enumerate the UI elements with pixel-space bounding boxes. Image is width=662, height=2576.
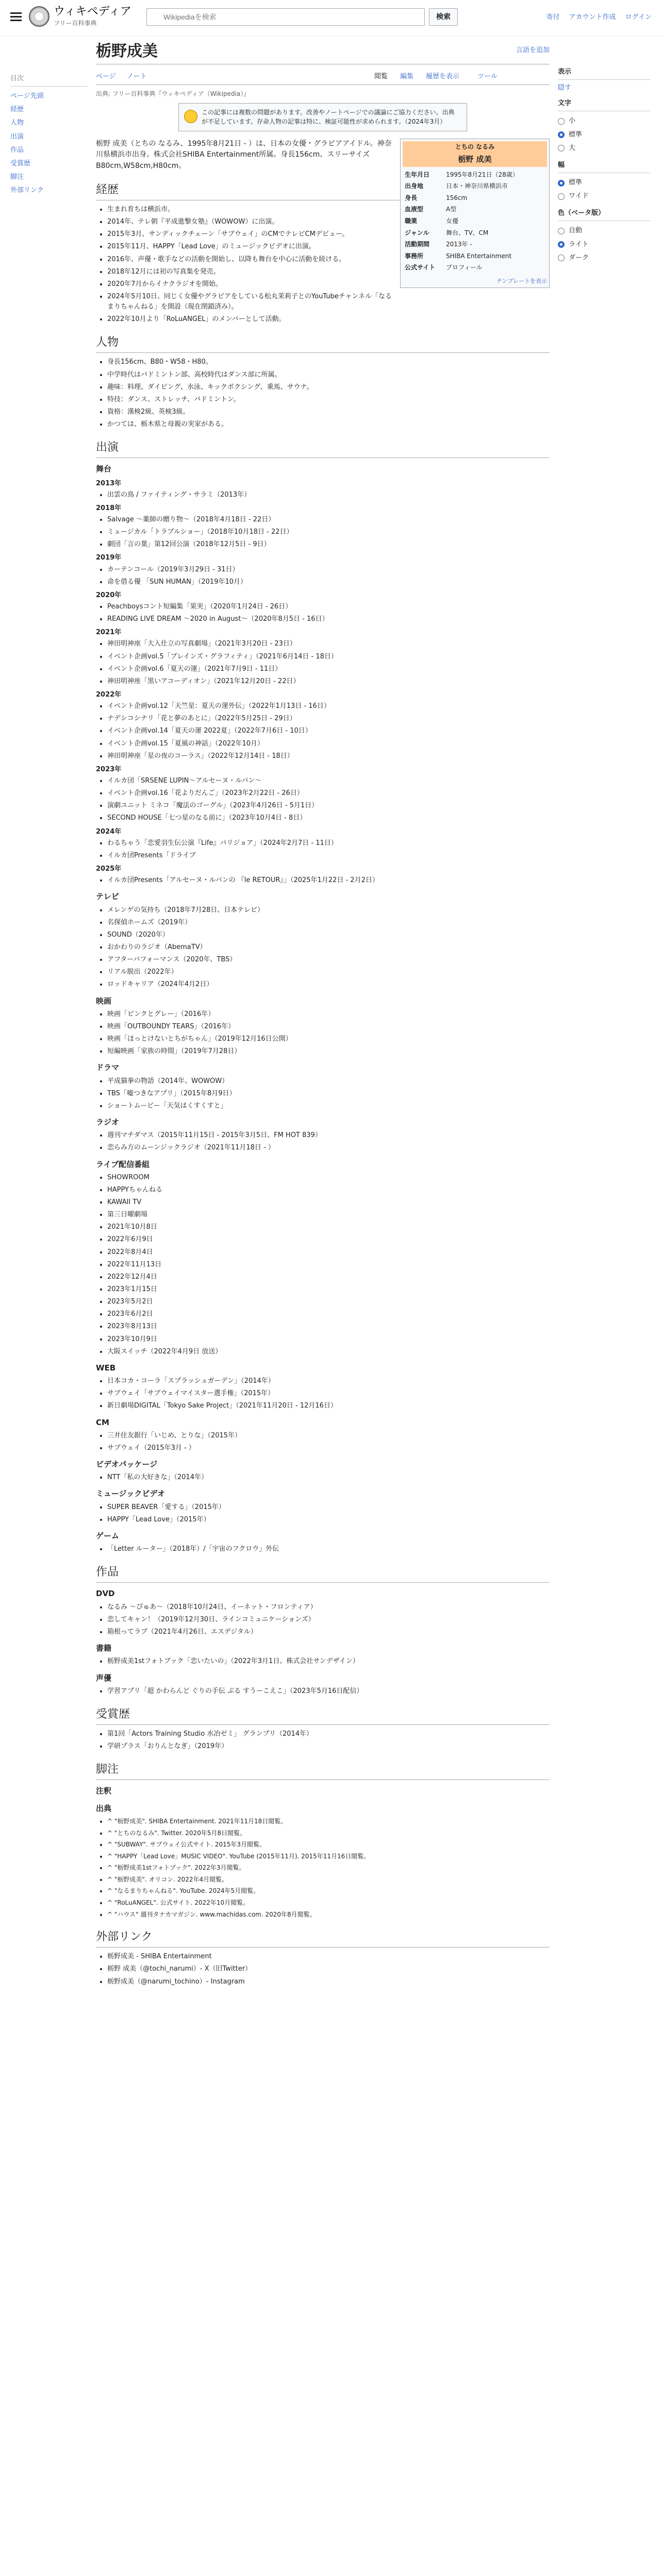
section-heading xyxy=(96,1642,550,1654)
bullet-list xyxy=(96,1376,550,1411)
section-heading xyxy=(96,1417,550,1429)
tab-edit[interactable]: 編集 xyxy=(400,73,414,80)
list-item: • 2018年12月には初の写真集を発売。 xyxy=(107,267,550,277)
section-heading xyxy=(96,463,550,475)
tab-talk[interactable]: ノート xyxy=(127,73,147,80)
text-option[interactable] xyxy=(558,142,651,155)
list-item: • READING LIVE DREAM ～2020 in August～（2020年8月5日 - 16日） xyxy=(107,614,550,624)
section-heading xyxy=(96,1159,550,1171)
section-title: ラジオ xyxy=(96,1117,120,1127)
list-item: • イベント企画vol.6「夏天の運」（2021年7月9日 - 11日） xyxy=(107,664,550,674)
list-item: • Salvage ～薬師の贈り物～（2018年4月18日 - 22日） xyxy=(107,515,550,525)
infobox-table xyxy=(403,169,547,274)
list-item: • 2015年11月、HAPPY「Lead Love」のミュージックビデオに出演。 xyxy=(107,242,550,252)
infobox-row xyxy=(403,239,547,250)
bullet-list xyxy=(96,1952,550,1987)
list-item: • 身長156cm、B80・W58・H80。 xyxy=(107,357,550,367)
year-heading: 2021年 xyxy=(96,629,122,637)
list-item: • SECOND HOUSE「七つ星のなる前に」（2023年10月4日 - 8日） xyxy=(107,813,550,823)
list-item: • 2022年6月9日 xyxy=(107,1234,550,1245)
section-title: ドラマ xyxy=(96,1063,120,1073)
option-label: 小 xyxy=(569,117,576,125)
year-heading: 2013年 xyxy=(96,479,122,487)
list-item: • 大阪スイッチ（2022年4月9日 放送） xyxy=(107,1347,550,1357)
brand-name: ウィキペディア xyxy=(54,5,131,18)
radio-icon[interactable] xyxy=(558,228,565,234)
list-item: • かつては、栃木県と母親の実家がある。 xyxy=(107,419,550,430)
infobox-value: 2013年 - xyxy=(446,241,472,248)
list-item: • 特技：ダンス、ストレッチ、バドミントン。 xyxy=(107,395,550,405)
infobox-row xyxy=(403,204,547,215)
list-item: • 2022年8月4日 xyxy=(107,1247,550,1258)
infobox-value: A型 xyxy=(446,206,457,213)
list-item: • 恋らみ方のムーンジックラジオ（2021年11月18日 - ） xyxy=(107,1143,550,1153)
maintenance-notice xyxy=(178,103,467,131)
list-item: • ^ "栃野成美1stフォトブック". 2022年3月閲覧。 xyxy=(107,1863,550,1873)
radio-icon[interactable] xyxy=(558,118,565,125)
option-label: ライト xyxy=(569,240,589,248)
list-item: • 資格：漢検2級、英検3級。 xyxy=(107,407,550,417)
list-item: • イベント企画vol.12「天竺星：夏天の運外伝」（2022年1月13日 - 16日） xyxy=(107,701,550,711)
section-title: 舞台 xyxy=(96,464,112,474)
option-label: 標準 xyxy=(569,178,583,187)
list-item: • 演劇ユニット ミネコ「魔法のゴーグル」（2023年4月26日 - 5月1日） xyxy=(107,801,550,811)
section-title: 声優 xyxy=(96,1673,112,1683)
list-item: • 2020年7月からイナクラジオを開始。 xyxy=(107,279,550,290)
list-item: • イルカ団Presents「ドライブ xyxy=(107,851,550,861)
notice-text: この記事には複数の問題があります。改善やノートページでの議論にご協力ください。出典が不足しています。存命人物の記事は特に、検証可能性が求められます。（2024年3月） xyxy=(202,108,455,126)
text-option[interactable] xyxy=(558,128,651,142)
infobox-value: 舞台、TV、CM xyxy=(446,229,489,236)
section-heading xyxy=(96,1362,550,1374)
infobox-value: 女優 xyxy=(446,217,459,225)
infobox-key: 公式サイト xyxy=(405,264,436,272)
section-title: 書籍 xyxy=(96,1643,112,1653)
year-heading: 2024年 xyxy=(96,827,122,836)
list-item: • 神田明神座「星の夜のコーラス」（2022年12月14日 - 18日） xyxy=(107,751,550,761)
list-item: • 命を借る優 「SUN HUMAN」（2019年10月） xyxy=(107,577,550,587)
tab-read[interactable]: 閲覧 xyxy=(374,73,388,80)
language-button[interactable]: 言語を追加 xyxy=(516,46,550,54)
list-item: • 2015年3月、サンディックチェーン「サブウェイ」のCMでテレビCMデビュー。 xyxy=(107,229,550,240)
list-item: • サブウェイ「サブウェイマイスター選手権」（2015年） xyxy=(107,1388,550,1399)
list-item: • 平成猫拳の物語（2014年、WOWOW） xyxy=(107,1076,550,1087)
main-menu-icon[interactable] xyxy=(10,12,22,22)
infobox-key: 生年月日 xyxy=(405,171,430,178)
list-item: • 第三日曜劇場 xyxy=(107,1210,550,1220)
bullet-list xyxy=(96,1009,550,1057)
section-heading xyxy=(96,995,550,1007)
list-item: • ^ "SUBWAY". サブウェイ公式サイト. 2015年3月閲覧。 xyxy=(107,1840,550,1850)
list-item: • 生まれ育ちは横浜市。 xyxy=(107,205,550,215)
option-label: ダーク xyxy=(569,253,589,262)
infobox xyxy=(400,139,550,288)
list-item: • NTT「私の大好きな」（2014年） xyxy=(107,1472,550,1483)
list-item: • ^ "栃野成美". SHIBA Entertainment. 2021年11月18日閲覧。 xyxy=(107,1817,550,1826)
list-item: • 日本コカ・コーラ「スプラッシュガーデン」（2014年） xyxy=(107,1376,550,1386)
infobox-kana: とちの なるみ xyxy=(403,141,547,153)
bullet-list xyxy=(96,1472,550,1483)
tab-history[interactable]: 履歴を表示 xyxy=(426,73,460,80)
list-item: • SHOWROOM xyxy=(107,1173,550,1183)
list-item: • アフターパフォーマンス（2020年、TBS） xyxy=(107,955,550,965)
section-title: 作品 xyxy=(96,1566,119,1579)
section-heading xyxy=(96,1588,550,1600)
list-item: • イベント企画vol.14「夏天の運 2022夏」（2022年7月6日 - 10日） xyxy=(107,726,550,736)
infobox-key: ジャンル xyxy=(405,229,429,236)
list-item: • 恋してキャン！（2019年12月30日、ラインコミュニケーションズ） xyxy=(107,1615,550,1625)
radio-icon[interactable] xyxy=(558,180,565,187)
list-item: • 神田明神座「大入仕立の写真劇場」（2021年3月20日 - 23日） xyxy=(107,639,550,649)
section-heading xyxy=(96,891,550,903)
list-item: • 中学時代はバドミントン部、高校時代はダンス部に所属。 xyxy=(107,370,550,380)
radio-icon[interactable] xyxy=(558,241,565,248)
list-item: • 週刊マチダマス（2015年11月15日 - 2015年3月5日、FM HOT 839） xyxy=(107,1130,550,1141)
year-heading: 2025年 xyxy=(96,865,122,873)
toc-item[interactable]: 人物 xyxy=(10,119,24,127)
list-item: • わるちゃう「恋愛羽生伝公演『Life』パリジョア」（2024年2月7日 - 11日） xyxy=(107,838,550,849)
list-item: • 2014年、テレ朝『平成進撃女塾』（WOWOW）に出演。 xyxy=(107,217,550,227)
list-item: • メレンゲの気持ち（2018年7月28日、日本テレビ） xyxy=(107,905,550,916)
section-title: 脚注 xyxy=(96,1763,119,1776)
section-title: 出典 xyxy=(96,1803,112,1813)
bullet-list xyxy=(96,1729,550,1752)
bullet-list xyxy=(96,875,550,886)
bullet-list xyxy=(96,1817,550,1919)
infobox-value: 1995年8月21日（28歳） xyxy=(446,171,519,178)
list-item: • 劇団「言の葉」第12回公演（2018年12月5日 - 9日） xyxy=(107,539,550,550)
list-item: • おかわりのラジオ（AbemaTV） xyxy=(107,942,550,953)
text-option[interactable] xyxy=(558,114,651,128)
list-item: • 栃野成美（@narumi_tochino）- Instagram xyxy=(107,1977,550,1987)
list-item: • SOUND（2020年） xyxy=(107,930,550,940)
section-title: 外部リンク xyxy=(96,1930,153,1944)
infobox-key: 血液型 xyxy=(405,206,424,213)
brand[interactable] xyxy=(54,5,131,28)
section-title: WEB xyxy=(96,1363,116,1372)
toc-item[interactable]: 経歴 xyxy=(10,106,24,114)
year-heading: 2023年 xyxy=(96,765,122,773)
list-item: • ナデシコシナリ「花と夢のあとに」（2022年5月25日 - 29日） xyxy=(107,714,550,724)
bullet-list xyxy=(96,1656,550,1667)
infobox-key: 身長 xyxy=(405,194,418,201)
bullet-list xyxy=(96,357,550,430)
tab-tools[interactable]: ツール xyxy=(477,73,498,80)
toc-item[interactable]: 外部リンク xyxy=(10,187,44,195)
list-item: • 学習アプリ「超 かわらんど ぐりの手伝 ぶる すうーこえこ」（2023年5月16日配信） xyxy=(107,1686,550,1697)
list-item: • 2023年6月2日 xyxy=(107,1309,550,1319)
section-title: 経歴 xyxy=(96,183,119,196)
appearance-title: 表示 xyxy=(558,67,651,80)
section-heading xyxy=(96,334,550,353)
bullet-list xyxy=(96,1076,550,1111)
list-item: • ^ "とちのなるみ". Twitter. 2020年5月8日閲覧。 xyxy=(107,1828,550,1838)
list-item: • 学研プラス「おりんとなぎ」（2019年） xyxy=(107,1741,550,1752)
list-item: • イベント企画vol.15「夏風の神話」（2022年10月） xyxy=(107,739,550,749)
list-item: • 栃野成美 - SHIBA Entertainment xyxy=(107,1952,550,1962)
infobox-row xyxy=(403,180,547,192)
list-item: • 箱根ってラブ（2021年4月26日、エスデジタル） xyxy=(107,1627,550,1637)
list-item: • 映画「ほっとけないとちがちゃん」（2019年12月16日公開） xyxy=(107,1034,550,1044)
infobox-row xyxy=(403,250,547,262)
list-item: • カーテンコール（2019年3月29日 - 31日） xyxy=(107,565,550,575)
section-heading xyxy=(96,1530,550,1542)
section-title: ライブ配信番組 xyxy=(96,1159,150,1169)
list-item: • イルカ団Presents「アルセーヌ・ルパンの 『le RETOUR』」（2025年1月22日 - 2月2日） xyxy=(107,875,550,886)
list-item: • 映画「ピンクとグレー」（2016年） xyxy=(107,1009,550,1020)
bullet-list xyxy=(96,639,550,687)
infobox-value: 日本・神奈川県横浜市 xyxy=(446,182,508,190)
list-item: • 出雲の鳥 / ファイティング・サラミ（2013年） xyxy=(107,490,550,500)
list-item: • SUPER BEAVER「愛する」（2015年） xyxy=(107,1502,550,1513)
list-item: • ^ "栃野成美". オリコン. 2022年4月閲覧。 xyxy=(107,1875,550,1885)
list-item: • 趣味：料理、ダイビング、水泳、キックボクシング、乗馬、サウナ。 xyxy=(107,382,550,393)
list-item: • イベント企画vol.5「ブレインズ・グラフィティ」（2021年6月14日 - 18日） xyxy=(107,652,550,662)
appearance-hide[interactable]: 隠す xyxy=(558,84,572,92)
from-line: 出典: フリー百科事典『ウィキペディア（Wikipedia）』 xyxy=(96,90,250,97)
year-heading: 2022年 xyxy=(96,691,122,699)
bullet-list xyxy=(96,1173,550,1357)
section-heading xyxy=(96,1116,550,1128)
list-item: • 2022年10月より「RoLuANGEL」のメンバーとして活動。 xyxy=(107,314,550,325)
list-item: • ロッドキャリア（2024年4月2日） xyxy=(107,979,550,990)
infobox-row xyxy=(403,169,547,181)
infobox-name: 栃野 成美 xyxy=(403,152,547,166)
infobox-row xyxy=(403,227,547,239)
list-item: • 2016年、声優・歌手などの活動を開始し、以降も舞台を中心に活動を続ける。 xyxy=(107,255,550,265)
list-item: • 2023年5月2日 xyxy=(107,1297,550,1307)
search-button[interactable]: 検索 xyxy=(429,8,458,26)
appearance-panel xyxy=(558,62,651,265)
radio-icon[interactable] xyxy=(558,131,565,138)
year-heading: 2018年 xyxy=(96,504,122,512)
section-title: 受賞歴 xyxy=(96,1707,130,1721)
bullet-list xyxy=(96,788,550,823)
warning-icon xyxy=(184,110,197,123)
radio-icon[interactable] xyxy=(558,145,565,151)
header xyxy=(0,0,662,36)
section-heading xyxy=(96,1928,550,1947)
bullet-list xyxy=(96,602,550,624)
bullet-list xyxy=(96,838,550,861)
section-heading xyxy=(96,1564,550,1583)
toc-item[interactable]: 受賞歴 xyxy=(10,159,31,167)
toc-sidebar xyxy=(10,72,88,197)
page-title: 栃野成美 xyxy=(96,41,550,64)
color-heading: 色（ベータ版） xyxy=(558,208,651,221)
list-item: • リアル脱出（2022年） xyxy=(107,967,550,977)
list-item: • 神田明神座「黒いアコーディオン」（2021年12月20日 - 22日） xyxy=(107,676,550,687)
list-item: • HAPPY「Lead Love」（2015年） xyxy=(107,1515,550,1525)
list-item: • ショートムービー「天気はくすくすと」 xyxy=(107,1101,550,1111)
infobox-row xyxy=(403,215,547,227)
toc-item[interactable]: 脚注 xyxy=(10,173,24,181)
list-item: • イルカ団「SRSENE LUPIN～アルセーヌ・ルパン～ xyxy=(107,776,550,786)
wikipedia-logo[interactable] xyxy=(29,6,49,27)
list-item: • イベント企画vol.16「花よりだんご」（2023年2月22日 - 26日） xyxy=(107,788,550,799)
bullet-list xyxy=(96,1686,550,1697)
login-link[interactable]: ログイン xyxy=(625,13,652,21)
section-heading xyxy=(96,1785,550,1797)
list-item: • 新日劇場DIGITAL「Tokyo Sake Project」（2021年11月20日 - 12月16日） xyxy=(107,1401,550,1411)
search-input[interactable] xyxy=(146,8,425,26)
bullet-list xyxy=(96,1602,550,1637)
list-item: • ^ "RoLuANGEL". 公式サイト. 2022年10月閲覧。 xyxy=(107,1898,550,1908)
section-title: ミュージックビデオ xyxy=(96,1489,166,1499)
user-links xyxy=(539,12,652,23)
page-tabs xyxy=(96,67,550,85)
lead-paragraph: 栃野 成美（とちの なるみ、1995年8月21日 - ）は、日本の女優・グラビアアイドル。神奈川県横浜市出身。株式会社SHIBA Entertainment所属。身長156cm、スリーサイズB80cm,W58cm,H80cm。 xyxy=(96,139,392,171)
section-title: 映画 xyxy=(96,996,112,1006)
section-title: CM xyxy=(96,1417,109,1427)
donate-link[interactable]: 寄付 xyxy=(546,13,560,21)
list-item: • 2022年12月4日 xyxy=(107,1272,550,1282)
create-account-link[interactable]: アカウント作成 xyxy=(569,13,616,21)
list-item: • 「Letter ルーター」（2018年）/「宇宙のフクロウ」外伝 xyxy=(107,1544,550,1554)
list-item: • 2023年1月15日 xyxy=(107,1284,550,1295)
list-item: • 短編映画「家族の時間」（2019年7月28日） xyxy=(107,1046,550,1057)
radio-icon[interactable] xyxy=(558,193,565,200)
list-item: • 2022年11月13日 xyxy=(107,1260,550,1270)
list-item: • Peachboysコント短編集「果実」（2020年1月24日 - 26日） xyxy=(107,602,550,612)
list-item: • ^ "なるまりちゃんねる". YouTube. 2024年5月閲覧。 xyxy=(107,1886,550,1896)
section-title: ビデオパッケージ xyxy=(96,1460,158,1469)
infobox-value: 156cm xyxy=(446,194,468,201)
bullet-list xyxy=(96,701,550,761)
list-item: • 映画「OUTBOUNDY TEARS」（2016年） xyxy=(107,1022,550,1032)
infobox-key: 事務所 xyxy=(405,252,424,260)
section-heading xyxy=(96,1706,550,1725)
infobox-row xyxy=(403,192,547,204)
section-title: 注釈 xyxy=(96,1786,112,1796)
section-title: DVD xyxy=(96,1589,115,1599)
section-title: 人物 xyxy=(96,336,119,349)
option-label: 標準 xyxy=(569,130,583,139)
list-item: • 三井住友銀行「いじめ、とりな」（2015年） xyxy=(107,1431,550,1441)
toc-item[interactable]: 作品 xyxy=(10,146,24,154)
list-item: • 第1回「Actors Training Studio 水冶ゼミ」 グランプリ（2014年） xyxy=(107,1729,550,1739)
list-item: • 2023年8月13日 xyxy=(107,1321,550,1332)
width-option[interactable] xyxy=(558,176,651,190)
infobox-value: SHIBA Entertainment xyxy=(446,252,512,260)
list-item: • KAWAII TV xyxy=(107,1197,550,1208)
section-heading xyxy=(96,439,550,458)
section-heading xyxy=(96,1803,550,1815)
bullet-list xyxy=(96,1544,550,1554)
infobox-row xyxy=(403,262,547,274)
section-heading xyxy=(96,1062,550,1074)
toc-heading: 目次 xyxy=(10,72,88,87)
list-item: • 2021年10月8日 xyxy=(107,1222,550,1232)
section-heading xyxy=(96,1459,550,1470)
template-link[interactable]: テンプレートを表示 xyxy=(496,277,547,284)
year-heading: 2020年 xyxy=(96,591,122,599)
radio-icon[interactable] xyxy=(558,255,565,261)
list-item: • ^ "ハウス" 週刊タナカマガジン. www.machidas.com. 2020年8月閲覧。 xyxy=(107,1910,550,1920)
list-item: • ^ "HAPPY「Lead Love」MUSIC VIDEO". YouTube (2015年11月). 2015年11月16日閲覧。 xyxy=(107,1852,550,1861)
brand-tagline: フリー百科事典 xyxy=(54,20,97,27)
list-item: • 2023年10月9日 xyxy=(107,1334,550,1345)
list-item: • ミュージカル「トラブルショー」（2018年10月18日 - 22日） xyxy=(107,527,550,537)
infobox-key: 活動期間 xyxy=(405,241,430,248)
bullet-list xyxy=(96,490,550,500)
option-label: 大 xyxy=(569,144,576,152)
section-heading xyxy=(96,1488,550,1500)
infobox-value: プロフィール xyxy=(446,264,483,272)
bullet-list xyxy=(96,565,550,587)
list-item: • なるみ ～ぴゅあ～（2018年10月24日、イーネット・フロンティア） xyxy=(107,1602,550,1613)
text-size-heading: 文字 xyxy=(558,98,651,111)
list-item: • 栃野成美1stフォトブック「恋いたいの」（2022年3月1日、株式会社サンデザイン） xyxy=(107,1656,550,1667)
list-item: • サブウェイ（2015年3月 - ） xyxy=(107,1443,550,1453)
year-heading: 2019年 xyxy=(96,554,122,562)
color-option[interactable] xyxy=(558,238,651,251)
section-title: ゲーム xyxy=(96,1531,120,1540)
infobox-key: 職業 xyxy=(405,217,418,225)
section-heading xyxy=(96,1672,550,1684)
bullet-list xyxy=(96,905,550,990)
bullet-list xyxy=(96,1502,550,1525)
section-title: テレビ xyxy=(96,892,119,902)
infobox-key: 出身地 xyxy=(405,182,424,190)
section-title: 出演 xyxy=(96,441,119,454)
main-content xyxy=(96,41,550,1989)
bullet-list xyxy=(96,1130,550,1153)
list-item: • 2024年5月10日、同じく女優やグラビアをしている松丸茉莉子とのYouTubeチャンネル「なるまりちゃんねる」を開設（現在閉鎖済み）。 xyxy=(107,292,550,312)
list-item: • HAPPYちゃんねる xyxy=(107,1185,550,1195)
bullet-list xyxy=(96,1431,550,1453)
bullet-list xyxy=(96,776,550,786)
tab-page[interactable]: ページ xyxy=(96,73,116,80)
option-label: ワイド xyxy=(569,192,589,200)
color-option[interactable] xyxy=(558,251,651,265)
bullet-list xyxy=(96,515,550,550)
color-option[interactable] xyxy=(558,224,651,238)
list-item: • 栃野 成美（@tochi_narumi）- X（旧Twitter） xyxy=(107,1964,550,1974)
option-label: 自動 xyxy=(569,227,583,235)
width-heading: 幅 xyxy=(558,160,651,173)
list-item: • TBS「嘘つきなアプリ」（2015年8月9日） xyxy=(107,1089,550,1099)
section-heading xyxy=(96,1761,550,1780)
toc-item[interactable]: 出演 xyxy=(10,132,24,141)
list-item: • 名探偵ホームズ（2019年） xyxy=(107,918,550,928)
width-option[interactable] xyxy=(558,190,651,203)
toc-item[interactable]: ページ先頭 xyxy=(10,92,44,100)
